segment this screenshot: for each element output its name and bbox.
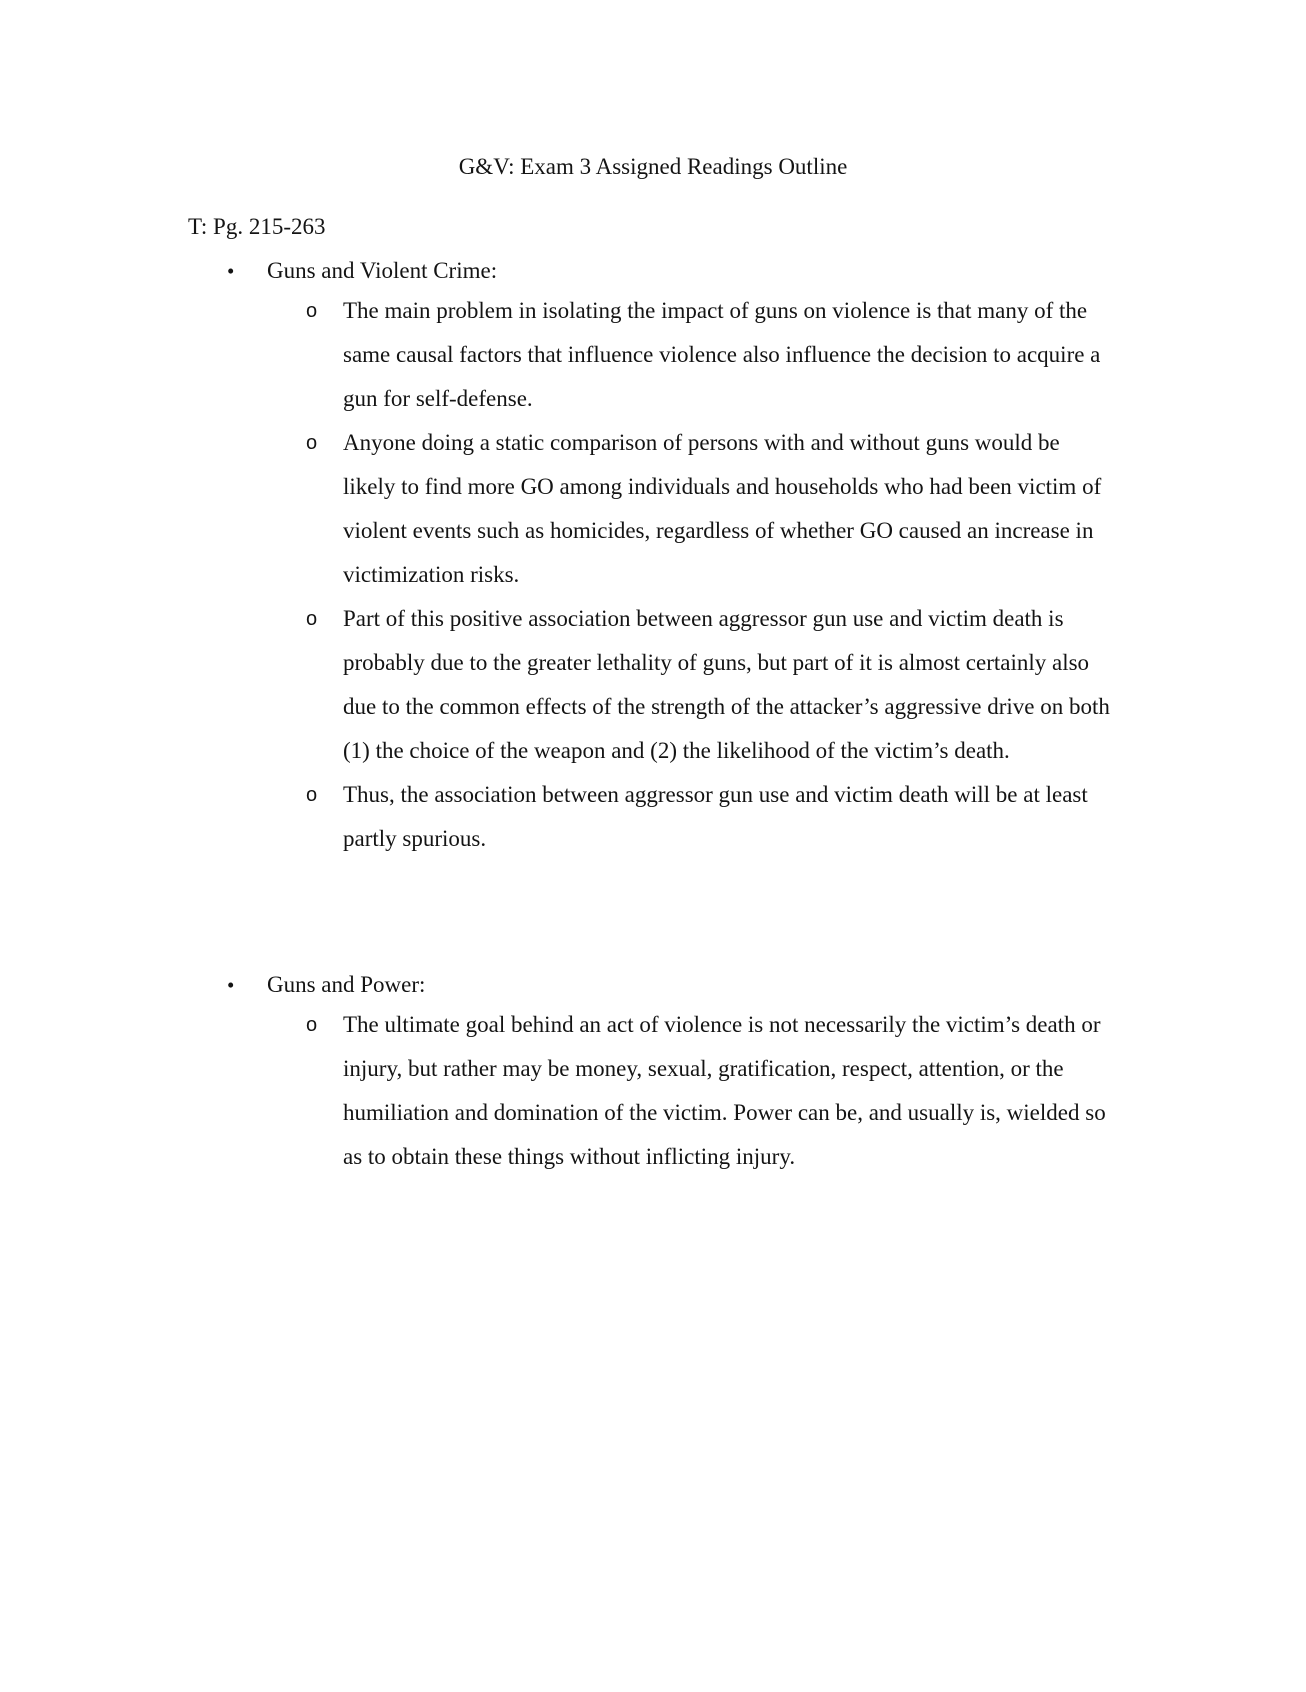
sub-point [0,597,1306,773]
document-title: G&V: Exam 3 Assigned Readings Outline [458,154,848,179]
sub-point-text: The ultimate goal behind an act of violence is not necessarily the victim’s death or injury, but rather may be money, sexual, gratification, respect, attention, or the humiliation and domination of the victim. Power can be, and usually is, wielded so as to obtain these things without inflicting injury. [343,1012,1106,1169]
sub-point-text: The main problem in isolating the impact of guns on violence is that many of the same causal factors that influence violence also influence the decision to acquire a gun for self-defense. [343,298,1101,411]
sub-point-text: Anyone doing a static comparison of persons with and without guns would be likely to find more GO among individuals and households who had been victim of violent events such as homicides, regardless of whether GO caused an increase in victimization risks. [343,430,1102,587]
outline-section-guns-and-violent-crime [0,256,1306,861]
bullet-icon: • [227,259,235,283]
hollow-bullet-icon: o [306,784,318,806]
section-header [0,970,1306,1000]
section-heading: Guns and Power: [267,972,426,997]
sub-point [0,289,1306,421]
sub-point-text: Thus, the association between aggressor gun use and victim death will be at least partly spurious. [343,782,1088,851]
reading-reference: T: Pg. 215-263 [188,214,326,239]
outline-section-guns-and-power [0,970,1306,1179]
hollow-bullet-icon: o [306,432,318,454]
section-header [0,256,1306,286]
sub-point-list [0,289,1306,861]
section-heading: Guns and Violent Crime: [267,258,498,283]
hollow-bullet-icon: o [306,1014,318,1036]
hollow-bullet-icon: o [306,608,318,630]
sub-point [0,773,1306,861]
sub-point [0,421,1306,597]
sub-point [0,1003,1306,1179]
sub-point-list [0,1003,1306,1179]
bullet-icon: • [227,973,235,997]
hollow-bullet-icon: o [306,300,318,322]
sub-point-text: Part of this positive association between aggressor gun use and victim death is probably due to the greater lethality of guns, but part of it is almost certainly also due to the common effects of the strength of the attacker’s aggressive drive on both (1) the choice of the weapon and (2) the likelihood of the victim’s death. [343,606,1110,763]
